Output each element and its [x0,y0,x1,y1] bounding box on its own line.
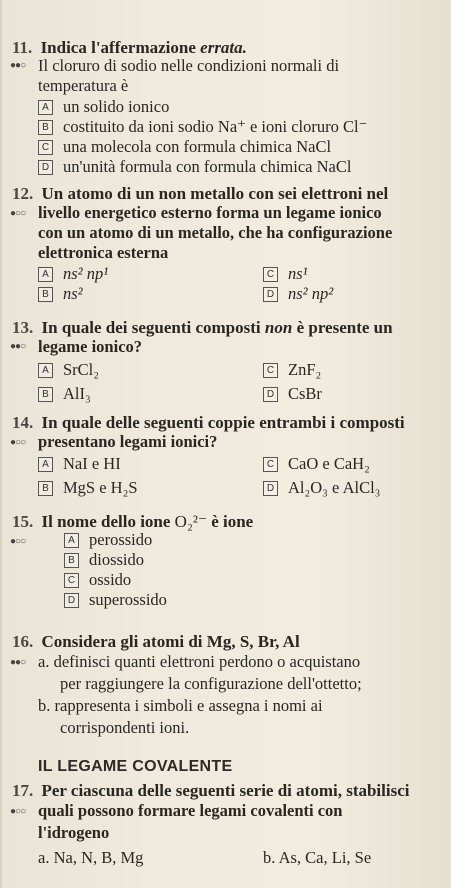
q15-number: 15. [12,512,34,531]
q17-difficulty: ●○○ [10,806,26,817]
option-letter-box: D [263,287,278,302]
q13-heading [12,317,442,338]
q12-heading [12,183,442,204]
part-label: b. [38,696,51,715]
option-letter-box: C [38,140,53,155]
q12-option-b[interactable] [38,284,83,304]
option-text: ZnF₂ [288,360,322,379]
q16-difficulty: ●●○ [10,657,26,668]
option-text: ns² [63,284,83,303]
q12-line-4: elettronica esterna [38,243,169,262]
part-label: a. [38,652,50,671]
q14-option-d[interactable] [263,478,380,498]
q16-part-a-line-2: per raggiungere la configurazione dell'ottetto; [60,674,362,693]
q17-line-3: l'idrogeno [38,823,110,842]
q11-option-c[interactable] [38,137,331,157]
q12-difficulty: ●○○ [10,208,26,219]
q13-line-1b: è presente un [296,318,393,337]
option-text: AlI₃ [63,384,91,403]
option-text: CaO e CaH₂ [288,454,370,473]
q12-line-1: Un atomo di un non metallo con sei elettroni nel [41,184,389,203]
q15-option-a[interactable] [64,530,152,550]
q11-option-a[interactable] [38,97,169,117]
option-text: NaI e HI [63,454,121,473]
q11-difficulty: ●●○ [10,60,26,71]
q16-head-text: Considera gli atomi di Mg, S, Br, Al [41,632,300,651]
option-letter-box: D [64,593,79,608]
option-text: diossido [89,550,145,569]
option-letter-box: B [38,120,53,135]
option-letter-box: A [64,533,79,548]
q12-option-c[interactable] [263,264,308,284]
option-letter-box: B [38,387,53,402]
q11-option-d[interactable] [38,157,351,177]
q15-option-d[interactable] [64,590,167,610]
q17-number: 17. [12,781,34,800]
q13-number: 13. [12,318,34,337]
part-text: rappresenta i simboli e assegna i nomi ai [54,696,323,715]
page-edge-shadow [0,0,2,888]
q15-option-c[interactable] [64,570,131,590]
q14-option-c[interactable] [263,454,370,474]
q13-option-d[interactable] [263,384,322,404]
part-text: As, Ca, Li, Se [278,848,372,867]
q11-head-text: Indica l'affermazione [40,38,196,57]
q12-option-d[interactable] [263,284,333,304]
q13-line-1a: In quale dei seguenti composti [41,318,261,337]
option-text: MgS e H₂S [63,478,138,497]
q11-number: 11. [12,38,33,57]
q15-difficulty: ●○○ [10,536,26,547]
option-text: ossido [89,570,132,589]
q12-line-3: con un atomo di un metallo, che ha configurazione [38,223,393,242]
option-text: ns² np² [288,284,334,303]
option-text: una molecola con formula chimica NaCl [63,137,332,156]
q11-head-emphasis: errata. [200,38,247,57]
q15-option-b[interactable] [64,550,144,570]
option-letter-box: C [263,267,278,282]
q11-stem-2: temperatura è [38,76,129,95]
q12-number: 12. [12,184,34,203]
part-label: b. [263,848,276,867]
option-text: ns² np¹ [63,264,109,283]
option-letter-box: B [38,287,53,302]
q15-head-b: è ione [211,512,254,531]
q14-heading [12,412,442,433]
part-text: Na, N, B, Mg [53,848,144,867]
option-letter-box: A [38,457,53,472]
q14-option-b[interactable] [38,478,138,498]
q16-heading [12,631,442,652]
part-label: a. [38,848,50,867]
q14-difficulty: ●○○ [10,437,26,448]
q13-difficulty: ●●○ [10,341,26,352]
option-letter-box: C [263,363,278,378]
option-text: un solido ionico [63,97,170,116]
q14-number: 14. [12,413,34,432]
q13-line-2: legame ionico? [38,337,143,356]
q14-line-2: presentano legami ionici? [38,432,218,451]
option-letter-box: A [38,100,53,115]
option-text: CsBr [288,384,322,403]
option-letter-box: C [263,457,278,472]
q17-part-b [263,848,371,868]
q17-line-2: quali possono formare legami covalenti con [38,801,343,820]
q11-heading [12,37,442,58]
q17-part-a [38,848,143,868]
option-text: Al₂O₃ e AlCl₃ [288,478,381,497]
q16-part-a [38,652,360,672]
option-text: SrCl₂ [63,360,100,379]
q11-stem-1: Il cloruro di sodio nelle condizioni normali di [38,56,340,75]
q16-part-b [38,696,323,716]
q17-heading [12,780,442,801]
q11-option-b[interactable] [38,117,367,137]
option-text: costituito da ioni sodio Na⁺ e ioni cloruro Cl⁻ [63,117,368,136]
q15-head-a: Il nome dello ione [41,512,171,531]
option-letter-box: D [263,481,278,496]
q12-option-a[interactable] [38,264,108,284]
q14-line-1: In quale delle seguenti coppie entrambi i composti [41,413,405,432]
option-letter-box: C [64,573,79,588]
q12-line-2: livello energetico esterno forma un legame ionico [38,203,382,222]
option-text: ns¹ [288,264,308,283]
option-letter-box: D [263,387,278,402]
q13-option-a[interactable] [38,360,99,380]
q15-heading [12,511,442,532]
part-text: definisci quanti elettroni perdono o acquistano [53,652,361,671]
q13-option-b[interactable] [38,384,91,404]
q17-line-1: Per ciascuna delle seguenti serie di atomi, stabilisci [41,781,410,800]
q15-ion-formula: O₂²⁻ [174,512,207,531]
q14-option-a[interactable] [38,454,121,474]
option-text: un'unità formula con formula chimica NaCl [63,157,352,176]
option-letter-box: A [38,363,53,378]
q13-line-1-emphasis: non [264,318,293,337]
option-letter-box: A [38,267,53,282]
option-text: superossido [89,590,167,609]
q16-number: 16. [12,632,34,651]
q16-part-b-line-2: corrispondenti ioni. [60,718,190,737]
section-title: IL LEGAME COVALENTE [38,758,233,775]
option-letter-box: B [64,553,79,568]
option-letter-box: D [38,160,53,175]
q13-option-c[interactable] [263,360,321,380]
option-letter-box: B [38,481,53,496]
option-text: perossido [89,530,153,549]
